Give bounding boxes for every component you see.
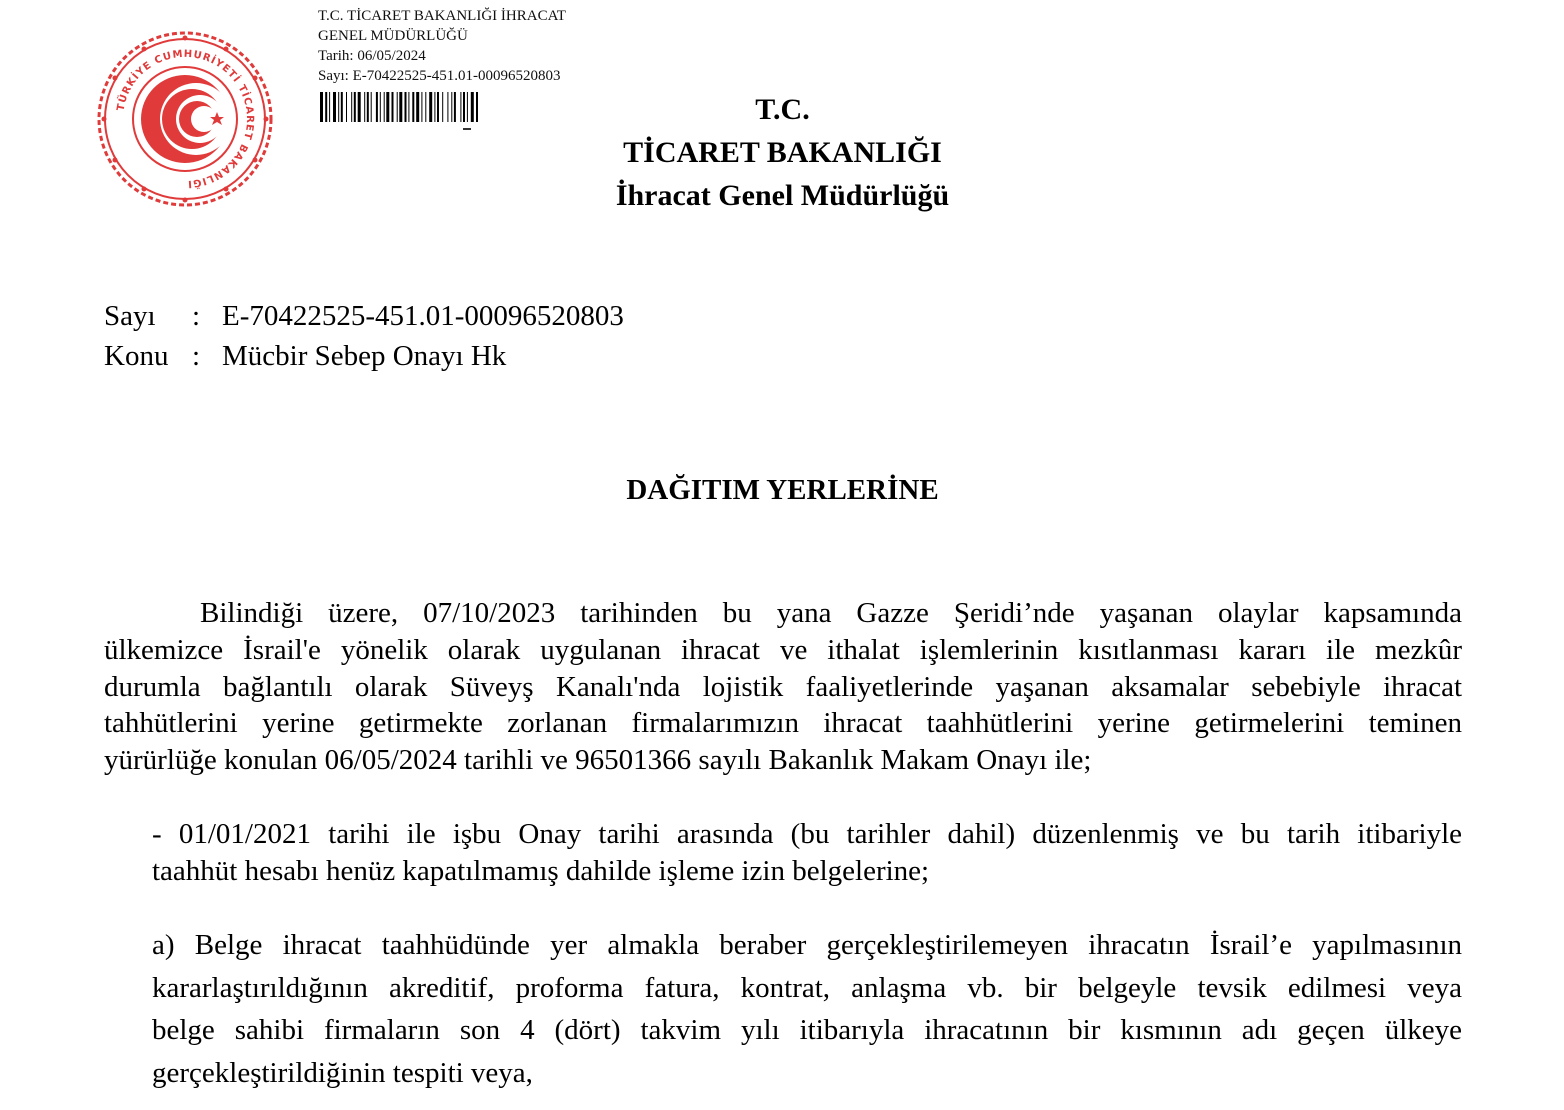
body-line: gerçekleştirildiğinin tespiti veya, — [152, 1056, 533, 1089]
body-line: kararlaştırıldığının akreditif, proforma fatura, kontrat, anlaşma vb. bir belgeyle tevsik edilmesi veya — [152, 971, 1462, 1004]
barcode-bar — [405, 92, 407, 122]
barcode-bar — [412, 92, 414, 122]
barcode-bar — [329, 92, 330, 122]
sayi-separator: : — [192, 300, 201, 332]
barcode-bar — [380, 92, 381, 122]
barcode-bar — [351, 92, 352, 122]
barcode-bar — [397, 92, 398, 122]
barcode-bar — [392, 92, 394, 122]
konu-value: Mücbir Sebep Onayı Hk — [222, 340, 507, 372]
konu-separator: : — [192, 340, 201, 372]
body-line: durumla bağlantılı olarak Süveyş Kanalı'nda lojistik faaliyetlerinde yaşanan aksamalar sebebiyle ihracat — [104, 670, 1462, 703]
barcode-bar — [376, 92, 378, 122]
barcode-bar — [346, 92, 347, 122]
body-line: yürürlüğe konulan 06/05/2024 tarihli ve 96501366 sayılı Bakanlık Makam Onayı ile; — [104, 744, 1092, 777]
body-paragraph-3 — [152, 924, 1462, 1094]
barcode-bar — [358, 92, 361, 122]
barcode-bar — [451, 92, 452, 122]
reference-number — [104, 300, 624, 333]
barcode-mark — [463, 128, 471, 130]
body-line: taahhüt hesabı henüz kapatılmamış dahilde işleme izin belgelerine; — [152, 854, 930, 887]
konu-label: Konu — [104, 340, 169, 372]
stamp-line-unit: GENEL MÜDÜRLÜĞÜ — [318, 28, 468, 44]
barcode-bar — [338, 92, 339, 122]
barcode-bar — [333, 92, 336, 122]
stamp-line-org: T.C. TİCARET BAKANLIĞI İHRACAT — [318, 8, 566, 24]
barcode-bar — [408, 92, 409, 122]
body-paragraph-2 — [152, 816, 1462, 890]
ministry-seal-logo — [96, 30, 274, 208]
body-line: Bilindiği üzere, 07/10/2023 tarihinden bu yana Gazze Şeridi’nde yaşanan olaylar kapsamında — [200, 597, 1462, 629]
barcode-bar — [386, 92, 389, 122]
barcode-bar — [367, 92, 369, 122]
barcode-bar — [463, 92, 465, 122]
barcode-bar — [454, 92, 456, 122]
e-signature-stamp — [318, 6, 566, 86]
barcode-bar — [354, 92, 356, 122]
org-title-directorate: İhracat Genel Müdürlüğü — [615, 179, 950, 212]
barcode-bar — [421, 92, 422, 122]
sayi-value: E-70422525-451.01-00096520803 — [222, 300, 624, 332]
body-line: tahhütlerini yerine getirmekte zorlanan firmalarımızın ihracat taahhütlerini yerine getirmelerini teminen — [104, 707, 1462, 740]
body-line: - 01/01/2021 tarihi ile işbu Onay tarihi arasında (bu tarihler dahil) düzenlenmiş ve bu tarih itibariyle — [152, 818, 1462, 850]
barcode-bar — [467, 92, 468, 122]
barcode-bar — [434, 92, 435, 122]
body-line: ülkemizce İsrail'e yönelik olarak uygulanan ihracat ve ithalat işlemlerinin kısıtlanması kararı ile mezkûr — [104, 633, 1462, 666]
stamp-line-date: Tarih: 06/05/2024 — [318, 48, 426, 64]
body-line: a) Belge ihracat taahhüdünde yer almakla beraber gerçekleştirilemeyen ihracatın İsrail’e yapılmasının — [152, 929, 1462, 961]
barcode-bar — [384, 92, 385, 122]
barcode-bar — [416, 92, 419, 122]
reference-subject — [104, 340, 506, 373]
svg-text:TÜRKİYE CUMHURİYETİ TİCARET BA: TÜRKİYE CUMHURİYETİ TİCARET BAKANLIĞI — [115, 48, 256, 190]
barcode-bar — [447, 92, 448, 122]
sayi-label: Sayı — [104, 300, 156, 332]
body-line: belge sahibi firmaların son 4 (dört) takvim yılı itibarıyla ihracatının bir kısmının adı geçen ülkeye — [152, 1014, 1462, 1046]
barcode-bar — [399, 92, 402, 122]
barcode-bar — [442, 92, 443, 122]
barcode-bar — [437, 92, 439, 122]
barcode-bar — [460, 92, 461, 122]
barcode-bar — [341, 92, 343, 122]
barcode-bar — [320, 92, 323, 122]
barcode-bar — [325, 92, 327, 122]
barcode-bar — [371, 92, 372, 122]
barcode-bar — [429, 92, 432, 122]
barcode-bar — [425, 92, 426, 122]
distribution-heading: DAĞITIM YERLERİNE — [626, 474, 939, 506]
barcode-bar — [364, 92, 365, 122]
barcode-bar — [471, 92, 474, 122]
stamp-line-number: Sayı: E-70422525-451.01-00096520803 — [318, 68, 561, 84]
org-title-ministry: TİCARET BAKANLIĞI — [623, 136, 942, 169]
body-paragraph-1 — [104, 595, 1462, 779]
org-title-tc: T.C. — [755, 93, 810, 126]
barcode-bar — [476, 92, 478, 122]
